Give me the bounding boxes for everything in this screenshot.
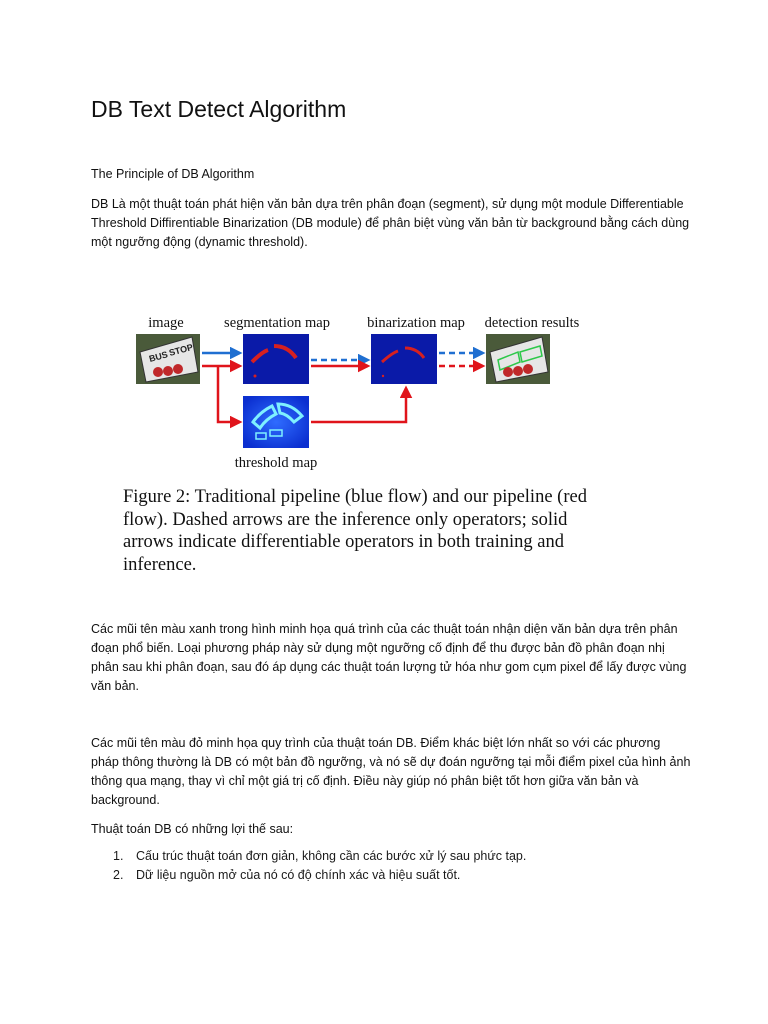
section-subtitle: The Principle of DB Algorithm	[91, 167, 255, 181]
red-arrow-to-threshold	[218, 366, 240, 422]
list-item	[91, 847, 526, 866]
figure-caption: Figure 2: Traditional pipeline (blue flow) and our pipeline (red flow). Dashed arrows are the inference only operators; solid arrows indicate differentiable operators in both training and inference.	[123, 487, 587, 575]
binarization-map	[371, 334, 437, 384]
advantages-intro: Thuật toán DB có những lợi thế sau:	[91, 822, 294, 836]
intro-paragraph: DB Là một thuật toán phát hiện văn bản dựa trên phân đoạn (segment), sử dụng một module Differentiable Threshold Diffirentiable Binarization (DB module) để phân biệt vùng văn bản từ background bằng cách dùng một ngưỡng động (dynamic threshold).	[91, 197, 690, 249]
document-title: DB Text Detect Algorithm	[91, 96, 347, 122]
pipeline-figure	[120, 300, 600, 480]
blue-flow-paragraph: Các mũi tên màu xanh trong hình minh họa quá trình của các thuật toán nhận diện văn bản dựa trên phân đoạn phổ biến. Loại phương pháp này sử dụng một ngưỡng cố định để thu được bản đồ phân đoạn nhị phân sau khi phân đoạn, sau đó áp dụng các thuật toán lượng tử hóa như gom cụm pixel để lấy được vùng văn bản.	[91, 622, 687, 693]
list-item-text: Cấu trúc thuật toán đơn giản, không cần các bước xử lý sau phức tạp.	[136, 849, 527, 863]
segmentation-map	[243, 334, 309, 384]
red-arrow-threshold-to-binarization	[311, 388, 406, 422]
list-item-number: 1.	[113, 849, 124, 863]
sign-text-bus: BUS	[147, 349, 169, 364]
label-image: image	[148, 315, 184, 331]
label-detection-results: detection results	[484, 315, 580, 331]
advantages-list	[91, 847, 526, 885]
label-threshold-map: threshold map	[234, 455, 318, 471]
label-binarization-map: binarization map	[367, 315, 465, 331]
list-item	[91, 866, 526, 885]
sign-text-stop: STOP	[167, 341, 195, 358]
threshold-map	[243, 396, 309, 448]
detection-results-image	[486, 334, 550, 384]
label-segmentation-map: segmentation map	[224, 315, 330, 331]
input-image	[136, 334, 200, 384]
list-item-text: Dữ liệu nguồn mở của nó có độ chính xác và hiệu suất tốt.	[136, 868, 461, 882]
red-flow-paragraph: Các mũi tên màu đỏ minh họa quy trình của thuật toán DB. Điểm khác biệt lớn nhất so với các phương pháp thông thường là DB có một bản đồ ngưỡng, và nó sẽ dự đoán ngưỡng tại mỗi điểm pixel của hình ảnh thông qua mạng, thay vì chỉ một giá trị cố định. Điều này giúp nó phân biệt tốt hơn giữa văn bản và background.	[91, 736, 691, 807]
list-item-number: 2.	[113, 868, 124, 882]
